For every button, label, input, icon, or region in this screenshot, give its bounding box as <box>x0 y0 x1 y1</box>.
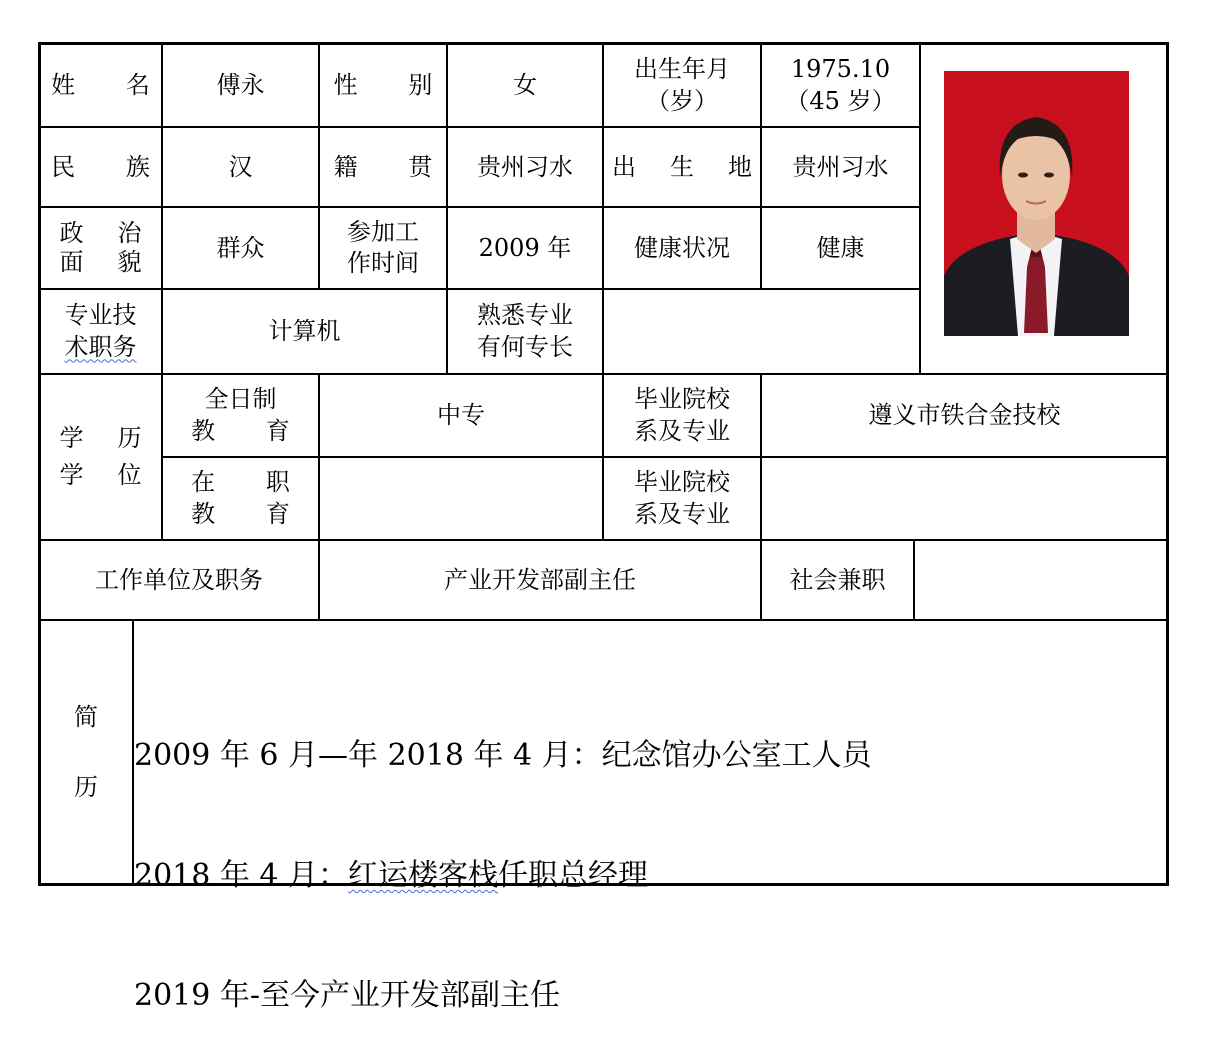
work-start-value: 2009 年 <box>478 233 572 262</box>
birthplace-value: 贵州习水 <box>792 152 889 181</box>
inservice-label: 在 职 教 育 <box>191 468 312 528</box>
work-start-label: 参加工 作时间 <box>347 217 419 277</box>
left-eye <box>1018 173 1028 178</box>
birth-label: 出生年月 （岁） <box>634 54 730 115</box>
political-value: 群众 <box>216 233 265 262</box>
fulltime-school-label: 毕业院校 系及专业 <box>634 385 730 445</box>
social-value <box>915 541 1167 619</box>
gender-label: 性 别 <box>333 70 455 99</box>
origin-label: 籍 贯 <box>333 152 455 181</box>
inservice-school-label: 毕业院校 系及专业 <box>634 468 730 528</box>
workplace-label: 工作单位及职务 <box>95 565 263 594</box>
ethnicity-label: 民 族 <box>51 152 172 181</box>
resume-text <box>134 656 872 1056</box>
gender-value: 女 <box>513 70 537 99</box>
row-divider <box>38 619 1169 621</box>
name-label: 姓 名 <box>51 70 172 99</box>
fulltime-label: 全日制 教 育 <box>191 385 312 445</box>
social-label: 社会兼职 <box>789 565 886 594</box>
political-label: 政 治 面 貌 <box>59 219 155 276</box>
origin-value: 贵州习水 <box>477 152 573 181</box>
health-label: 健康状况 <box>634 233 730 262</box>
portrait-image <box>944 71 1129 336</box>
birth-value: 1975.10 （45 岁） <box>785 54 896 115</box>
resume-line: 2019 年-至今产业开发部副主任 <box>134 978 561 1013</box>
resume-label: 简 历 <box>74 702 98 801</box>
specialty-value <box>604 290 919 373</box>
name-value: 傅永 <box>216 70 265 99</box>
id-photo <box>944 71 1129 336</box>
resume-line: 2009 年 6 月—年 2018 年 4 月：纪念馆办公室工人员 <box>134 738 872 773</box>
fulltime-value: 中专 <box>437 401 485 430</box>
inservice-value <box>320 458 602 539</box>
title-label: 专业技 术职务 <box>64 301 137 361</box>
resume-line: 2018 年 4 月：红运楼客栈任职总经理 <box>134 858 649 893</box>
workplace-value: 产业开发部副主任 <box>444 565 636 594</box>
right-eye <box>1044 173 1054 178</box>
title-value: 计算机 <box>268 317 341 346</box>
health-value: 健康 <box>816 233 865 262</box>
column-divider <box>919 42 921 374</box>
education-label: 学 历 学 位 <box>59 423 155 489</box>
inservice-school-value <box>762 458 1167 539</box>
birthplace-label: 出 生 地 <box>611 152 766 181</box>
ethnicity-value: 汉 <box>228 152 253 181</box>
fulltime-school-value: 遵义市铁合金技校 <box>868 401 1061 430</box>
specialty-label: 熟悉专业 有何专长 <box>477 301 573 361</box>
